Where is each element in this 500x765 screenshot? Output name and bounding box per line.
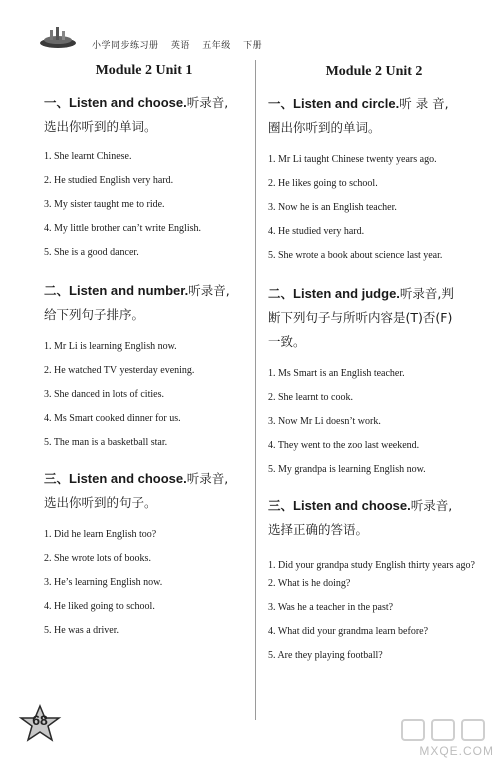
section-instruction-cn: 听录音,判 <box>399 286 454 301</box>
section-instruction-en: Listen and number. <box>69 283 189 298</box>
book-logo-icon <box>38 26 78 48</box>
list-item: 1. Mr Li is learning English now. <box>44 341 177 352</box>
subject-name: 英语 <box>170 41 190 51</box>
list-item: 1. Did he learn English too? <box>44 529 157 540</box>
section-number: 一、 <box>268 96 294 111</box>
section-instruction-cn: 听录音, <box>186 95 229 110</box>
list-item: 2. She learnt to cook. <box>268 392 353 403</box>
left-column <box>44 60 244 637</box>
list-item: 3. Was he a teacher in the past? <box>268 601 394 613</box>
section-instruction-en: Listen and circle. <box>293 96 400 111</box>
section-instruction-cn: 给下列句子排序。 <box>44 307 145 322</box>
sentence-list <box>268 554 480 662</box>
section-number: 二、 <box>268 286 294 301</box>
volume-name: 下册 <box>243 41 263 51</box>
section-instruction-cn: 选择正确的答语。 <box>268 522 369 537</box>
list-item: 5. Are they playing football? <box>268 649 383 661</box>
list-item: 2. He likes going to school. <box>268 178 378 189</box>
list-item: 3. She danced in lots of cities. <box>44 389 164 400</box>
header-text <box>92 38 271 51</box>
list-item: 3. Now Mr Li doesn’t work. <box>268 416 381 427</box>
list-item: 5. She is a good dancer. <box>44 247 139 258</box>
section-instruction-cn: 一致。 <box>268 334 306 349</box>
section-instruction-cn: 断下列句子与所听内容是(T)否(F) <box>268 310 453 325</box>
list-item: 3. Now he is an English teacher. <box>268 202 397 213</box>
sentence-list <box>44 341 244 449</box>
section-instruction-cn: 听录音, <box>188 283 230 298</box>
section-heading <box>44 467 244 515</box>
list-item: 3. He’s learning English now. <box>44 577 163 588</box>
grade-name: 五年级 <box>202 41 231 51</box>
column-divider <box>255 60 256 720</box>
right-column <box>268 60 480 662</box>
section-instruction-en: Listen and choose. <box>69 95 187 110</box>
section-heading <box>44 91 244 139</box>
exercise-section <box>44 91 244 259</box>
exercise-section <box>44 467 244 637</box>
list-item: 1. Ms Smart is an English teacher. <box>268 368 405 379</box>
section-instruction-en: Listen and choose. <box>69 471 187 486</box>
section-heading <box>268 92 480 140</box>
section-instruction-cn: 选出你听到的句子。 <box>44 495 157 510</box>
exercise-section <box>268 282 480 476</box>
list-item: 4. He studied very hard. <box>268 226 365 237</box>
list-item: 5. He was a driver. <box>44 625 119 636</box>
list-item: 4. My little brother can’t write English. <box>44 223 202 234</box>
section-number: 二、 <box>44 283 70 298</box>
list-item: 5. The man is a basketball star. <box>44 437 168 448</box>
section-instruction-en: Listen and judge. <box>293 286 400 301</box>
section-number: 三、 <box>44 471 70 486</box>
list-item: 1. Did your grandpa study English thirty years ago? <box>268 560 475 571</box>
section-heading <box>268 282 480 354</box>
exercise-section <box>268 92 480 262</box>
list-item: 4. Ms Smart cooked dinner for us. <box>44 413 181 424</box>
section-instruction-en: Listen and choose. <box>293 498 411 513</box>
list-item: 1. She learnt Chinese. <box>44 151 132 162</box>
list-item: 5. She wrote a book about science last year. <box>268 250 443 261</box>
sentence-list <box>268 368 480 476</box>
book-name: 小学同步练习册 <box>92 41 159 51</box>
sentence-list <box>44 151 244 259</box>
list-item: 2. She wrote lots of books. <box>44 553 151 564</box>
list-item: 2. He watched TV yesterday evening. <box>44 365 195 376</box>
sentence-list <box>44 529 244 637</box>
list-item: 3. My sister taught me to ride. <box>44 199 165 210</box>
page-header <box>0 0 500 56</box>
watermark-text: MXQE.COM <box>419 744 494 758</box>
module-title: Module 2 Unit 2 <box>325 64 423 79</box>
list-item: 2. He studied English very hard. <box>44 175 174 186</box>
exercise-section <box>268 494 480 662</box>
list-item: 4. What did your grandma learn before? <box>268 625 429 637</box>
module-title: Module 2 Unit 1 <box>95 63 193 78</box>
list-item: 4. They went to the zoo last weekend. <box>268 440 420 451</box>
list-item: 2. What is he doing? <box>268 577 351 589</box>
section-heading <box>268 494 480 542</box>
exercise-section <box>44 279 244 449</box>
section-number: 一、 <box>44 95 70 110</box>
section-number: 三、 <box>268 498 294 513</box>
list-item: 4. He liked going to school. <box>44 601 155 612</box>
sentence-list <box>268 154 480 262</box>
list-item: 1. Mr Li taught Chinese twenty years ago. <box>268 154 437 165</box>
list-item: 5. My grandpa is learning English now. <box>268 464 426 475</box>
section-instruction-cn: 圈出你听到的单词。 <box>268 120 381 135</box>
section-instruction-cn: 选出你听到的单词。 <box>44 119 157 134</box>
section-instruction-cn: 听录音, <box>186 471 229 486</box>
section-instruction-cn: 听录音, <box>410 498 453 513</box>
section-instruction-cn: 听 录 音, <box>399 96 449 111</box>
page-number: 68 <box>32 712 48 728</box>
section-heading <box>44 279 244 327</box>
